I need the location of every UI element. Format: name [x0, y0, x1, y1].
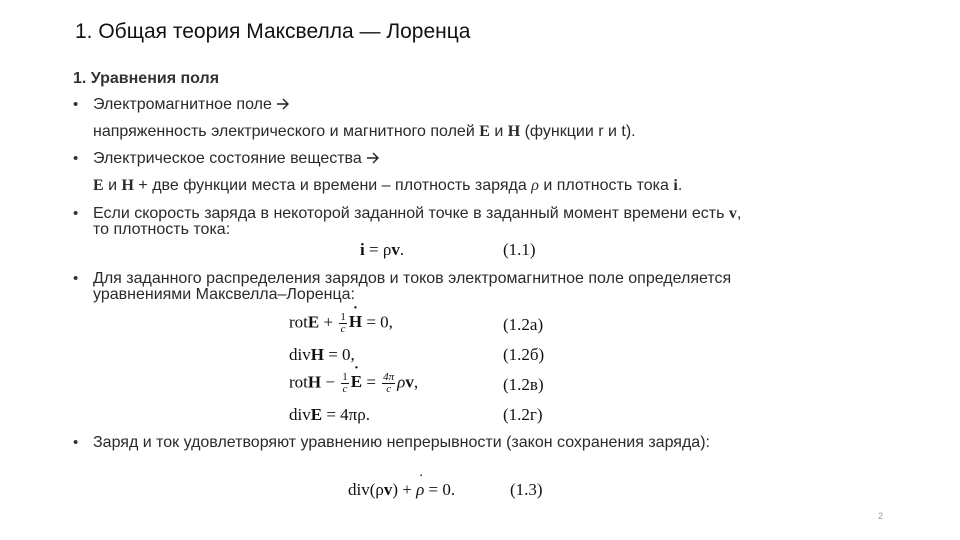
equation-number: (1.3): [510, 480, 543, 499]
bullet-marker: •: [73, 205, 79, 222]
text-span: div(ρ: [348, 480, 384, 499]
bullet-5-line-1: Заряд и ток удовлетворяют уравнению непрерывности (закон сохранения заряда):: [93, 434, 710, 451]
symbol-E: E: [307, 312, 320, 332]
text-span: и плотность тока: [538, 177, 674, 194]
bullet-4-line-1: Для заданного распределения зарядов и токов электромагнитное поле определяется: [93, 270, 732, 287]
fraction: [382, 372, 395, 395]
text-span: = 0,: [323, 345, 355, 364]
text-span: .: [677, 177, 683, 194]
text-span: −: [321, 372, 340, 392]
symbol-H: H: [507, 123, 521, 140]
symbol-E: E: [310, 405, 323, 424]
bullet-2-line-1: [93, 150, 380, 168]
fraction-denominator: c: [340, 323, 346, 335]
bullet-1-line-2: [93, 123, 636, 141]
symbol-v: v: [728, 205, 737, 222]
text-span: ) +: [392, 480, 417, 499]
bullet-marker: •: [73, 434, 79, 451]
slide-title: 1. Общая теория Максвелла — Лоренца: [75, 20, 471, 43]
symbol-H: H: [121, 177, 134, 194]
text-span: .: [399, 240, 405, 259]
text-span: и: [103, 177, 122, 194]
bullet-2-text: Электрическое состояние вещества: [93, 150, 362, 167]
equation-1-3: [348, 480, 455, 500]
text-span: (функции r и t).: [520, 123, 636, 140]
text-span: напряженность электрического и магнитного полей: [93, 123, 480, 140]
symbol-H-dot: ˙ H: [349, 312, 362, 332]
text-span: + две функции места и времени – плотность заряда: [133, 177, 532, 194]
bullet-3-line-2: то плотность тока:: [93, 221, 231, 238]
text-span: rot: [289, 312, 308, 332]
symbol-v: v: [383, 480, 393, 499]
bullet-4-line-2: уравнениями Максвелла–Лоренца:: [93, 286, 355, 303]
text-span: ,: [413, 372, 419, 392]
symbol-H: H: [310, 345, 324, 364]
bullet-marker: •: [73, 150, 79, 167]
symbol-E-dot: ˙ E: [351, 372, 362, 392]
equation-1-2a: [289, 312, 393, 335]
text-span: rot: [289, 372, 308, 392]
symbol-v: v: [391, 240, 400, 259]
symbol-i: i: [360, 240, 365, 259]
equation-number: (1.1): [503, 240, 536, 259]
fraction-numerator: 1: [340, 311, 346, 323]
symbol-E: E: [479, 123, 490, 140]
symbol-rho: ρ: [397, 372, 406, 392]
fraction-denominator: c: [342, 383, 348, 395]
bullet-marker: •: [73, 96, 79, 113]
bullet-marker: •: [73, 270, 79, 287]
text-span: div: [289, 405, 311, 424]
symbol-H: H: [307, 372, 322, 392]
fraction-numerator: 1: [342, 371, 348, 383]
equation-1-2g: [289, 405, 370, 425]
symbol-rho-dot: ˙ ρ: [416, 480, 424, 500]
fraction: [341, 372, 349, 395]
symbol-v: v: [405, 372, 414, 392]
bullet-1-line-1: [93, 96, 290, 114]
text-span: =: [362, 372, 381, 392]
equation-1-2v: [289, 372, 418, 395]
symbol-rho: ρ: [531, 177, 539, 194]
right-arrow-icon: [276, 98, 290, 110]
equation-number: (1.2в): [503, 375, 544, 394]
text-span: ,: [736, 205, 742, 222]
text-span: = 0.: [424, 480, 456, 499]
equation-number: (1.2а): [503, 315, 544, 334]
text-span: и: [489, 123, 508, 140]
text-span: = 0,: [362, 312, 393, 332]
text-span: Если скорость заряда в некоторой заданной точке в заданный момент времени есть: [93, 205, 729, 222]
fraction-numerator: 4π: [383, 371, 395, 383]
section-heading: 1. Уравнения поля: [73, 70, 220, 87]
equation-1-1: [360, 240, 404, 260]
text-span: = ρ: [364, 240, 392, 259]
right-arrow-icon: [366, 152, 380, 164]
fraction-denominator: c: [386, 383, 392, 395]
symbol-i: i: [673, 177, 678, 194]
fraction: [339, 312, 347, 335]
text-span: = 4πρ.: [322, 405, 370, 424]
equation-number: (1.2б): [503, 345, 545, 364]
equation-1-2b: [289, 345, 355, 365]
symbol-E: E: [93, 177, 104, 194]
bullet-2-line-2: [93, 177, 682, 195]
page-number: 2: [878, 511, 884, 521]
equation-number: (1.2г): [503, 405, 543, 424]
text-span: +: [319, 312, 338, 332]
bullet-1-text: Электромагнитное поле: [93, 96, 272, 113]
text-span: div: [289, 345, 311, 364]
